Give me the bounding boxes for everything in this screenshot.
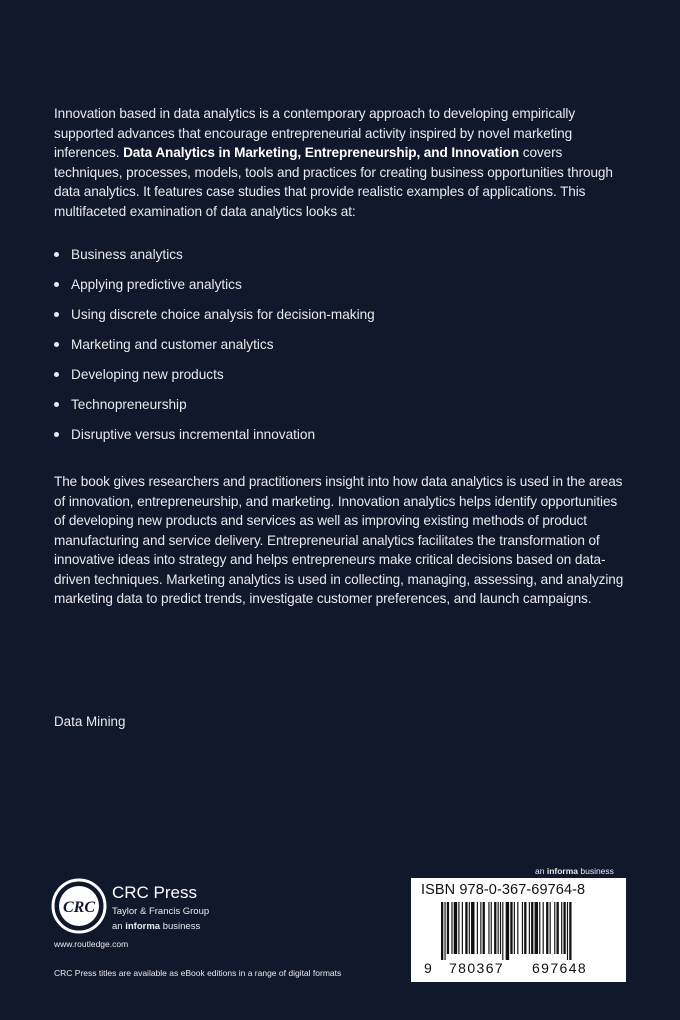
- barcode-bar: [491, 902, 492, 954]
- isbn-barcode-box: [411, 878, 626, 982]
- barcode-bar: [517, 902, 518, 954]
- barcode-bar: [465, 902, 467, 954]
- bullet-icon: [54, 312, 59, 317]
- bullet-icon: [54, 432, 59, 437]
- list-item: Developing new products: [54, 365, 375, 395]
- list-item: Marketing and customer analytics: [54, 335, 375, 365]
- barcode-bar: [546, 902, 548, 954]
- barcode-bar: [441, 902, 443, 960]
- barcode-bar: [510, 902, 512, 954]
- barcode-bar: [483, 902, 485, 954]
- intro-paragraph: [54, 104, 614, 221]
- barcode-digits-right: 697648: [532, 960, 588, 976]
- barcode-bar: [471, 902, 474, 954]
- barcode-bar: [469, 902, 470, 954]
- barcode-bar: [543, 902, 544, 954]
- barcode-bar: [506, 902, 509, 960]
- barcode-bar: [535, 902, 538, 954]
- barcode-bar: [529, 902, 530, 954]
- barcode-bar: [458, 902, 459, 954]
- crc-logo-text: CRC: [62, 899, 96, 916]
- barcode-digit-first: 9: [424, 960, 432, 976]
- bullet-icon: [54, 342, 59, 347]
- barcode-bar: [444, 902, 445, 960]
- publisher-group: Taylor & Francis Group: [112, 906, 210, 917]
- ebook-note: CRC Press titles are available as eBook editions in a range of digital formats: [54, 968, 342, 978]
- intro-lead: Innovation based in data analytics is a contemporary approach to developing empirically supported advances that encourage entrepreneurial activity inspired by novel marketing inferences.: [54, 106, 576, 160]
- barcode-bar: [539, 902, 540, 954]
- barcode-bar: [477, 902, 478, 954]
- publisher-name: CRC Press: [112, 883, 198, 902]
- list-item: Business analytics: [54, 245, 375, 275]
- bullet-icon: [54, 372, 59, 377]
- list-item: Technopreneurship: [54, 395, 375, 425]
- barcode-bar: [524, 902, 526, 954]
- description-paragraph: The book gives researchers and practitioners insight into how data analytics is used in the areas of innovation, entrepreneurship, and marketing. Innovation analytics helps identify opportunities of developing new products and services as well as improving existing methods of product manufacturing and service delivery. Entrepreneurial analytics facilitates the transformation of innovative ideas into strategy and helps entrepreneurs make critical decisions based on data-driven techniques. Marketing analytics is used in collecting, managing, assessing, and analyzing marketing data to predict trends, investigate customer preferences, and launch campaigns.: [54, 474, 624, 606]
- bullet-icon: [54, 282, 59, 287]
- informa-tagline: an informa business: [535, 866, 614, 876]
- barcode-bar: [500, 902, 501, 954]
- book-title: Data Analytics in Marketing, Entrepreneurship, and Innovation: [123, 145, 520, 160]
- bullet-icon: [54, 252, 59, 257]
- barcode-bar: [488, 902, 489, 954]
- publisher-informa: an informa business: [112, 921, 201, 932]
- publisher-website[interactable]: www.routledge.com: [54, 939, 129, 949]
- barcode-bar: [514, 902, 515, 954]
- barcode-bar: [502, 902, 503, 960]
- barcode-bar: [498, 902, 499, 954]
- barcode-digits-left: 780367: [449, 960, 505, 976]
- barcode-bar: [567, 902, 568, 960]
- barcode: [441, 902, 611, 960]
- barcode-bar: [563, 902, 565, 954]
- barcode-bar: [462, 902, 463, 954]
- bullet-icon: [54, 402, 59, 407]
- subject-category: Data Mining: [54, 714, 126, 729]
- barcode-digits: [411, 958, 626, 980]
- barcode-bar: [531, 902, 533, 954]
- barcode-bar: [554, 902, 555, 954]
- barcode-bar: [454, 902, 457, 954]
- topic-list: [54, 245, 375, 455]
- barcode-bar: [522, 902, 523, 954]
- list-item: Disruptive versus incremental innovation: [54, 425, 375, 455]
- barcode-bar: [550, 902, 551, 954]
- barcode-bar: [561, 902, 562, 954]
- isbn-label: ISBN 978-0-367-69764-8: [421, 882, 586, 898]
- intro-tail: covers techniques, processes, models, tools and practices for creating business opportunities through data analytics. It features case studies that provide realistic examples of applications. This multifaceted examination of data analytics looks at:: [54, 145, 613, 219]
- crc-press-logo: [50, 877, 108, 935]
- barcode-bar: [447, 902, 449, 954]
- list-item: Applying predictive analytics: [54, 275, 375, 305]
- barcode-bar: [569, 902, 571, 960]
- barcode-bar: [451, 902, 452, 954]
- barcode-bar: [480, 902, 481, 954]
- barcode-bar: [557, 902, 559, 954]
- barcode-bar: [494, 902, 496, 954]
- list-item: Using discrete choice analysis for decision-making: [54, 305, 375, 335]
